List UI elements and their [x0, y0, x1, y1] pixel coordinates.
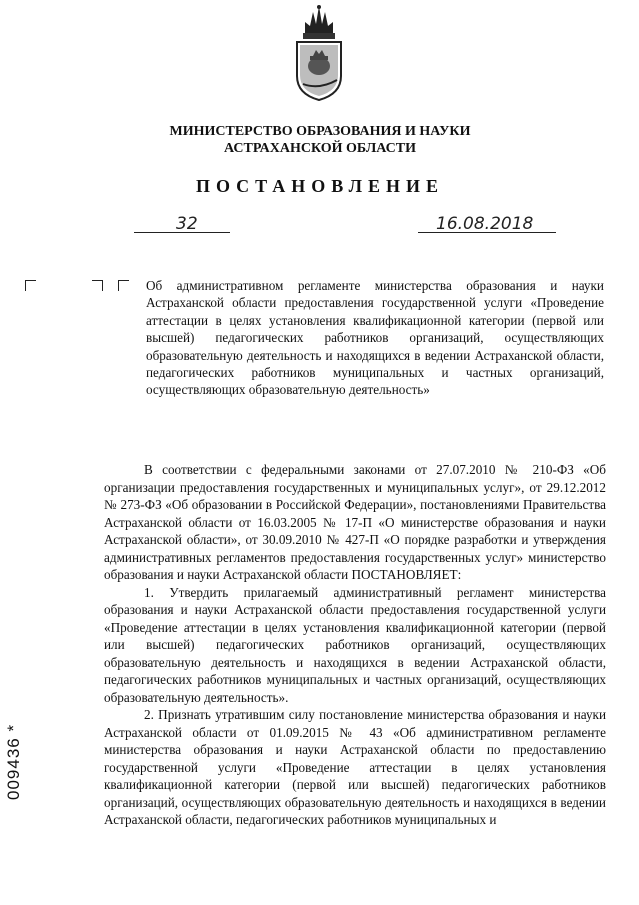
subject-text: Об административном регламенте министерства образования и науки Астраханской области предоставления государственной услуги «Проведение аттестации в целях установления квалификационной категории (первой или высшей) педагогических работников организаций, осуществляющих образовательную деятельность и находящихся в ведении Астраханской области, педагогических работников муниципальных и частных организаций, осуществляющих образовательную деятельность» [146, 278, 604, 398]
corner-mark-left [25, 280, 36, 291]
item-1-paragraph: 1. Утвердить прилагаемый административный регламент министерства образования и науки Астраханской области предоставления государственной услуги «Проведение аттестации в целях установления квалификационной категории (первой или высшей) педагогических работников организаций, осуществляющих образовательную деятельность и находящихся в ведении Астраханской области, педагогических работников муниципальных и частных организаций, осуществляющих образовательную деятельность». [104, 584, 606, 705]
ministry-name-line2: АСТРАХАНСКОЙ ОБЛАСТИ [223, 141, 416, 156]
document-title: ПОСТАНОВЛЕНИЕ [195, 176, 445, 196]
document-date: 16.08.2018 [436, 214, 534, 234]
ministry-name-line1: МИНИСТЕРСТВО ОБРАЗОВАНИЯ И НАУКИ [169, 124, 471, 139]
corner-mark-right [92, 280, 103, 291]
item-2-paragraph: 2. Признать утратившим силу постановление министерства образования и науки Астраханской области от 01.09.2015 № 43 «Об административном регламенте министерства образования и науки Астраханской области по предоставлению государственной услуги «Проведение аттестации в целях установления квалификационной категории (первой или высшей) педагогических работников организаций, осуществляющих образовательную деятельность и находящихся в ведении Астраханской области, педагогических работников муниципальных и [104, 707, 606, 827]
document-number: 32 [176, 214, 198, 234]
preamble-paragraph: В соответствии с федеральными законами от 27.07.2010 № 210-ФЗ «Об организации предоставления государственных и муниципальных услуг», от 29.12.2012 № 273-ФЗ «Об образовании в Российской Федерации», постановлениями Правительства Астраханской области от 16.03.2005 № 17-П «О министерстве образования и науки Астраханской области», от 30.09.2010 № 427-П «О порядке разработки и утверждения административных регламентов предоставления государственных услуг» министерство образования и науки Астраханской области ПОСТАНОВЛЯЕТ: [104, 462, 606, 582]
document-body [104, 461, 606, 829]
corner-mark-left-2 [118, 280, 129, 291]
coat-of-arms-emblem [283, 4, 355, 102]
margin-serial-stamp: 009436 * [4, 723, 23, 800]
